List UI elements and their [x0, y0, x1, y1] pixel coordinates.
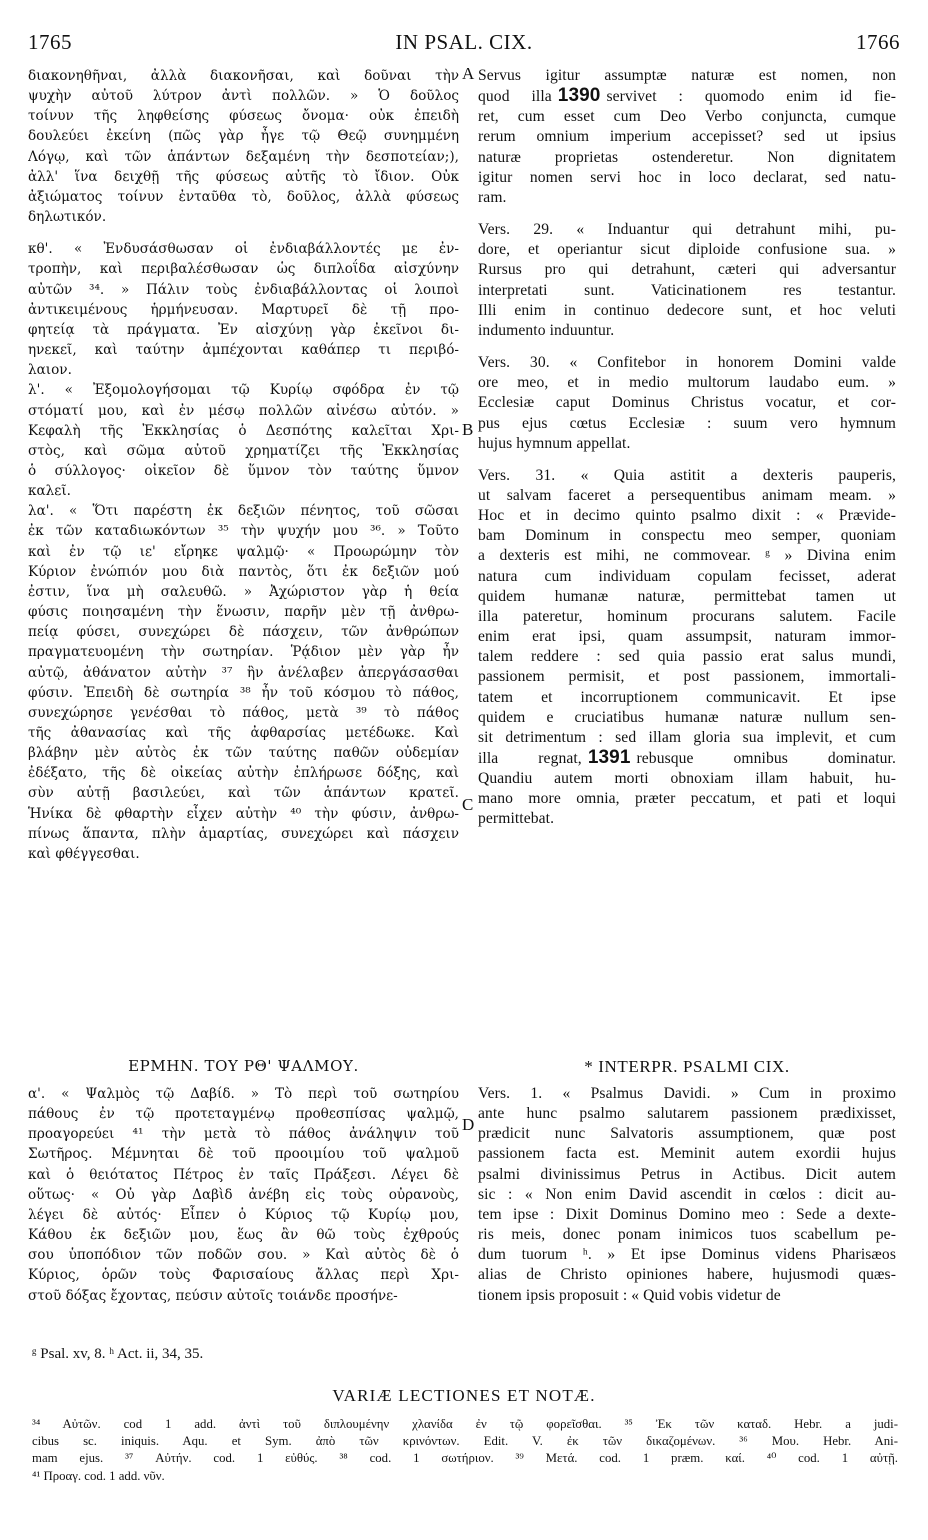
latin-text-line: Rursus pro qui detrahunt, cæteri qui adversantur	[478, 261, 896, 279]
latin-text-line: dore, et operiantur sicut diploide confusione sua. »	[478, 241, 896, 259]
notes-block	[32, 1416, 898, 1485]
margin-letter-a: A	[462, 64, 475, 83]
latin-text-line: Vers. 1. « Psalmus Davidi. » Cum in proximo	[478, 1085, 896, 1102]
greek-text-line: Λόγῳ, καὶ τῶν ἁπάντων δεξαμένη τὴν δεσποτείαν;),	[28, 148, 459, 165]
latin-text-line: psalmi divinissimus Petrus in Actibus. Dicit autem	[478, 1165, 896, 1183]
latin-text-line: tatem et incorruptionem communicavit. Et ipse	[478, 688, 896, 706]
latin-paragraph-3	[478, 353, 896, 454]
greek-text-line: Σωτῆρος. Μέμνηται δὲ τοῦ προοιμίου τοῦ ψαλμοῦ	[28, 1146, 459, 1163]
greek-text-line: στοῦ δόξας ἔχοντας, πεύσιν αὐτοῖς τοιάνδε προσήνε-	[28, 1287, 398, 1304]
greek-text-line: λαιον.	[28, 362, 72, 379]
greek-text-line: πίνως ἅπαντα, πλὴν ἁμαρτίας, συνεχώρει καὶ πάσχειν	[28, 825, 459, 842]
note-line: cibus sc. iniquis. Aqu. et Sym. ἀπὸ τῶν κρινόντων. Edit. V. ἐκ τῶν δικαζομένων. ³⁶ Μου. Hebr. Ani-	[32, 1434, 898, 1449]
column-number-marker: 1390	[557, 86, 601, 107]
latin-text-line: Vers. 29. « Induantur qui detrahunt mihi, pu-	[478, 221, 896, 239]
latin-text-line: passionem facta est. Meminit autem exordii hujus	[478, 1145, 896, 1163]
latin-section-title: * INTERPR. PSALMI CIX.	[584, 1057, 790, 1076]
margin-letter-d: D	[462, 1115, 475, 1134]
greek-column	[28, 66, 459, 864]
greek-text-line: καὶ ἐν τῷ ιε' εἴρηκε ψαλμῷ· « Προωρώμην τὸν	[28, 543, 459, 560]
greek-text-line: αὐτῶν ³⁴. » Πάλιν τοὺς ἐνδιαβάλλοντας οἱ λοιποὶ	[28, 281, 459, 298]
latin-text-line: naturæ proprietas ostenderetur. Non dignitatem	[478, 148, 896, 166]
greek-text-line: στὸς, καὶ σῶμα αὐτοῦ χρηματίζει τῆς Ἐκκλησίας	[28, 442, 459, 459]
greek-text-line: οὕτως· « Οὐ γὰρ Δαβὶδ ἀνέβη εἰς τοὺς οὐρανοὺς,	[28, 1186, 459, 1203]
latin-text-line: tem ipse : Dixit Dominus Domino meo : Sede a dexte-	[478, 1205, 896, 1223]
greek-text-line: συνεχώρησε γενέσθαι τὸ πάθος, μετὰ ³⁹ τὸ πάθος	[28, 704, 459, 721]
greek-text-line: Κάθου ἐκ δεξιῶν μου, ἕως ἂν θῶ τοὺς ἐχθρούς	[28, 1227, 459, 1244]
latin-text-line: ut salvam faceret a persequentibus animam meam. »	[478, 486, 896, 504]
latin-column	[478, 66, 896, 830]
note-line: mam ejus. ³⁷ Αὐτήν. cod. 1 εὐθύς. ³⁸ cod. 1 σωτήριον. ³⁹ Μετά. cod. 1 præm. καί. ⁴⁰ cod. 1 αὐτῇ.	[32, 1451, 898, 1466]
latin-text-line: tionem ipsis proposuit : « Quid vobis videtur de	[478, 1286, 781, 1304]
latin-text-line: quidem e cruciatibus humanæ naturæ nullum sen-	[478, 708, 896, 726]
note-line: ⁴¹ Προαγ. cod. 1 add. νῦν.	[32, 1468, 165, 1483]
greek-paragraph-1	[28, 66, 459, 227]
latin-text-line: ante hunc psalmo salutarem passionem prædixisset,	[478, 1105, 896, 1123]
left-page-number: 1765	[28, 30, 72, 54]
greek-text-line: τῆς ἀθανασίας καὶ τῆς ἀφθαρσίας μετέδωκε. Καὶ	[28, 725, 459, 741]
latin-text-line: ore meo, et in medio multorum laudabo eum. »	[478, 374, 896, 392]
greek-text-line: κθ'. « Ἐνδυσάσθωσαν οἱ ἐνδιαβάλλοντές με ἐν-	[28, 241, 459, 258]
latin-text-line: Ecclesiæ caput Dominus Christus vocatur, et cor-	[478, 394, 896, 412]
greek-section-title: ΕΡΜΗΝ. ΤΟΥ ΡΘ' ΨΑΛΜΟΥ.	[128, 1057, 359, 1075]
greek-text-line: καὶ ὁ θειότατος Πέτρος ἐν ταῖς Πράξεσι. Λέγει δὲ	[28, 1166, 459, 1183]
latin-text-line: pus ejus cœtus Ecclesiæ : suum vero hymnum	[478, 414, 896, 432]
latin-text-line: ris meis, donec ponam inimicos tuos scabellum pe-	[478, 1226, 896, 1244]
greek-text-line: καὶ φθέγγεσθαι.	[28, 845, 140, 862]
latin-column-2	[478, 1084, 896, 1306]
greek-text-line: ἀξιώματος τοίνυν ἐνταῦθα τὸ, δοῦλος, ἀλλὰ φύσεως	[28, 188, 459, 205]
greek-text-line: λέγει δὲ αὐτός· Εἶπεν ὁ Κύριος τῷ Κυρίῳ μου,	[28, 1206, 459, 1223]
latin-text-line: natura cum individuam copulam fecisset, aderat	[478, 567, 896, 585]
latin-text-line: Vers. 30. « Confitebor in honorem Domini valde	[478, 354, 896, 372]
latin-text-line: ret, cum esset cum Deo Verbo conjuncta, cumque	[478, 108, 896, 126]
latin-paragraph-2	[478, 220, 896, 341]
footnote-references: ᵍ Psal. xv, 8. ʰ Act. ii, 34, 35.	[32, 1346, 204, 1362]
greek-text-line: προαγορεύει ⁴¹ τὴν μετὰ τὸ πάθος ἀνάληψιν τοῦ	[28, 1126, 459, 1143]
latin-text-line: sit detrimentum : sed illam gloria sua implevit, et cum	[478, 728, 896, 746]
running-header	[28, 30, 900, 60]
latin-text-line: mano more omnia, præter peccatum, et pati et loqui	[478, 790, 896, 808]
greek-text-line: ηνεκεῖ, καὶ ταύτην ἀμπέχονται καθάπερ τι περιβό-	[28, 342, 459, 359]
latin-text-line: igitur nomen servi hoc in loco declarat, sed natu-	[478, 168, 896, 186]
note-line: ³⁴ Αὐτῶν. cod 1 add. ἀντὶ τοῦ διπλουμένην χλανίδα ἐν τῷ φορεῖσθαι. ³⁵ Ἐκ τῶν καταδ. Hebr. a judi-	[32, 1417, 898, 1431]
latin-text-line: interpretati sunt. Vaticinationem res testantur.	[478, 281, 896, 299]
right-page-number: 1766	[856, 30, 900, 54]
greek-text-line: τοίνυν τῆς ληφθείσης φύσεως ὄνομα· οὐκ ἐπειδὴ	[28, 108, 459, 125]
notes-title: VARIÆ LECTIONES ET NOTÆ.	[332, 1386, 596, 1405]
latin-text-line: passionem permisit, et post passionem, immortali-	[478, 668, 896, 686]
greek-text-line: σὺν αὐτῇ βασιλεύει, καὶ τῶν ἁπάντων κρατεῖ.	[28, 785, 459, 802]
greek-text-line: δηλωτικόν.	[28, 209, 107, 226]
latin-text-line: ram.	[478, 188, 507, 206]
greek-text-line: αὐτῷ, ἀθάνατον αὐτὴν ³⁷ ἣν ἀνέλαβεν ἀπεργάσασθαι	[28, 664, 459, 681]
latin-text-line: alias de Christo opiniones habere, hujusmodi quæs-	[478, 1266, 896, 1284]
latin-text-line: quidem humanæ naturæ, permittebat tamen ut	[478, 587, 896, 605]
latin-text-line: talem reddere : sed quia passio erat salus mundi,	[478, 648, 896, 666]
latin-text-line: illa regnat, 1391 rebusque omnibus dominatur.	[478, 748, 896, 768]
greek-text-line: Κύριος, ὁρῶν τοὺς Φαρισαίους ἄλλας περὶ Χρι-	[28, 1267, 459, 1284]
latin-text-line: permittebat.	[478, 810, 555, 828]
latin-text-line: Quandiu autem morti obnoxiam illam habuit, hu-	[478, 770, 896, 788]
greek-text-line: λα'. « Ὅτι παρέστη ἐκ δεξιῶν πένητος, τοῦ σῶσαι	[28, 503, 459, 520]
greek-text-line: ψυχὴν αὐτοῦ λύτρον ἀντὶ πολλῶν. » Ὁ δοῦλος	[28, 88, 459, 105]
greek-text-line: Κεφαλὴ τῆς Ἐκκλησίας ὁ Δεσπότης καλεῖται Χρι-	[28, 422, 459, 439]
greek-text-line: ἀλλ' ἵνα δειχθῇ τῆς φύσεως αὐτῆς τὸ ἴδιον. Οὐκ	[28, 168, 459, 185]
greek-text-line: βλάβην μὲν αὐτὸς ἐκ τῶν ταύτης παθῶν οὐδεμίαν	[28, 745, 459, 762]
greek-paragraph-5	[28, 1084, 459, 1306]
greek-text-line: πραγματευομένη τὴν σωτηρίαν. Ῥᾴδιον μὲν γὰρ ἦν	[28, 644, 459, 661]
latin-text-line: dum tuorum ʰ. » Et ipse Dominus videns Pharisæos	[478, 1246, 896, 1264]
latin-text-line: sic : « Non enim David ascendit in cœlos : dicit au-	[478, 1185, 896, 1203]
latin-paragraph-1	[478, 66, 896, 208]
greek-text-line: δουλεύει ἐκείνη (πῶς γὰρ ἦγε τῷ Θεῷ συνημμένη	[28, 128, 459, 145]
greek-text-line: ἐδέξατο, τῆς δὲ οἰκείας αὐτὴν ἐπλήρωσε δόξης, καὶ	[28, 765, 459, 782]
column-number-marker: 1391	[587, 748, 631, 768]
greek-text-line: ἀντικειμένους ἡρμήνευσαν. Μαρτυρεῖ δὲ τῇ προ-	[28, 301, 459, 318]
latin-text-line: indumento induuntur.	[478, 321, 615, 339]
greek-text-line: σου ὑποπόδιον τῶν ποδῶν σου. » Καὶ αὐτὸς δὲ ὁ	[28, 1247, 459, 1264]
greek-text-line: ἐστιν, ἵνα μὴ σαλευθῶ. » Ἀχώριστον γὰρ ἡ θεία	[28, 583, 459, 600]
latin-text-line: Illi enim in continuo dedecore sunt, et hoc veluti	[478, 301, 896, 319]
latin-text-line: bam Dominum in conspectu meo semper, quoniam	[478, 527, 896, 545]
greek-text-line: φύσιν. Ἐπειδὴ δὲ σωτηρία ³⁸ ἦν τοῦ κόσμου τὸ πάθος,	[28, 684, 459, 701]
greek-text-line: Ἡνίκα δὲ φθαρτὴν εἶχεν αὐτὴν ⁴⁰ τὴν φύσιν, ἀνθρω-	[28, 805, 459, 822]
greek-text-line: φητείᾳ τὰ πράγματα. Ἐν αἰσχύνῃ γὰρ ἐκεῖνοι δι-	[28, 321, 459, 338]
greek-text-line: πείᾳ φύσει, συνεχώρει δὲ πάσχειν, τῶν ἀνθρώπων	[28, 624, 459, 641]
latin-text-line: rerum omnium imperium accepisset? sed ut ipsius	[478, 128, 896, 146]
latin-text-line: Servus igitur assumptæ naturæ est nomen, non	[478, 67, 896, 84]
greek-text-line: Κύριον ἐνώπιόν μου διὰ παντὸς, ὅτι ἐκ δεξιῶν μού	[28, 563, 459, 580]
margin-letter-b: B	[462, 420, 474, 439]
greek-paragraph-3	[28, 380, 459, 501]
latin-text-line: hujus hymnum appellat.	[478, 434, 631, 452]
greek-text-line: λ'. « Ἐξομολογήσομαι τῷ Κυρίῳ σφόδρα ἐν τῷ	[28, 382, 459, 399]
running-title: IN PSAL. CIX.	[395, 30, 533, 54]
greek-text-line: πάθους ἐν τῷ προτεταγμένῳ προθεσπίσας ψαλμῷ,	[28, 1106, 459, 1123]
greek-text-line: τροπὴν, καὶ περιβαλέσθωσαν ὡς διπλοΐδα αἰσχύνην	[28, 261, 459, 278]
greek-paragraph-2	[28, 239, 459, 380]
greek-text-line: διακονηθῆναι, ἀλλὰ διακονῆσαι, καὶ δοῦναι τὴν	[28, 68, 459, 84]
latin-text-line: illa pateretur, hominum procurans salutem. Facile	[478, 607, 896, 625]
latin-text-line: prædicit nunc Salvatoris assumptionem, quæ post	[478, 1125, 896, 1143]
margin-letter-c: C	[462, 795, 474, 814]
greek-column-2	[28, 1084, 459, 1306]
latin-text-line: Vers. 31. « Quia astitit a dexteris pauperis,	[478, 466, 896, 484]
latin-paragraph-5	[478, 1084, 896, 1306]
latin-text-line: Hoc et in decimo quinto psalmo dixit : « Prævide-	[478, 507, 896, 525]
greek-paragraph-4	[28, 501, 459, 864]
greek-text-line: α'. « Ψαλμὸς τῷ Δαβίδ. » Τὸ περὶ τοῦ σωτηρίου	[28, 1086, 459, 1102]
greek-text-line: καλεῖ.	[28, 483, 71, 500]
greek-text-line: ἐκ τῶν καταδιωκόντων ³⁵ τὴν ψυχήν μου ³⁶. » Τοῦτο	[28, 523, 459, 540]
latin-text-line: enim erat ipsi, quam assumpsit, naturam immor-	[478, 628, 896, 646]
greek-text-line: στόματί μου, καὶ ἐν μέσῳ πολλῶν αἰνέσω αὐτόν. »	[28, 402, 459, 419]
latin-text-line: quod illa 1390 servivet : quomodo enim id fie-	[478, 86, 896, 107]
latin-text-line: a dexteris est mihi, ne commovear. ᵍ » Divina enim	[478, 547, 896, 565]
greek-text-line: ὁ σύλλογος· οἰκεῖον δὲ ὕμνον τὸν ταύτης ὕμνον	[28, 462, 459, 479]
greek-text-line: φύσις ποιησαμένη τὴν ἕνωσιν, παρῆν μὲν τῇ ἀνθρω-	[28, 604, 459, 621]
latin-paragraph-4	[478, 466, 896, 830]
